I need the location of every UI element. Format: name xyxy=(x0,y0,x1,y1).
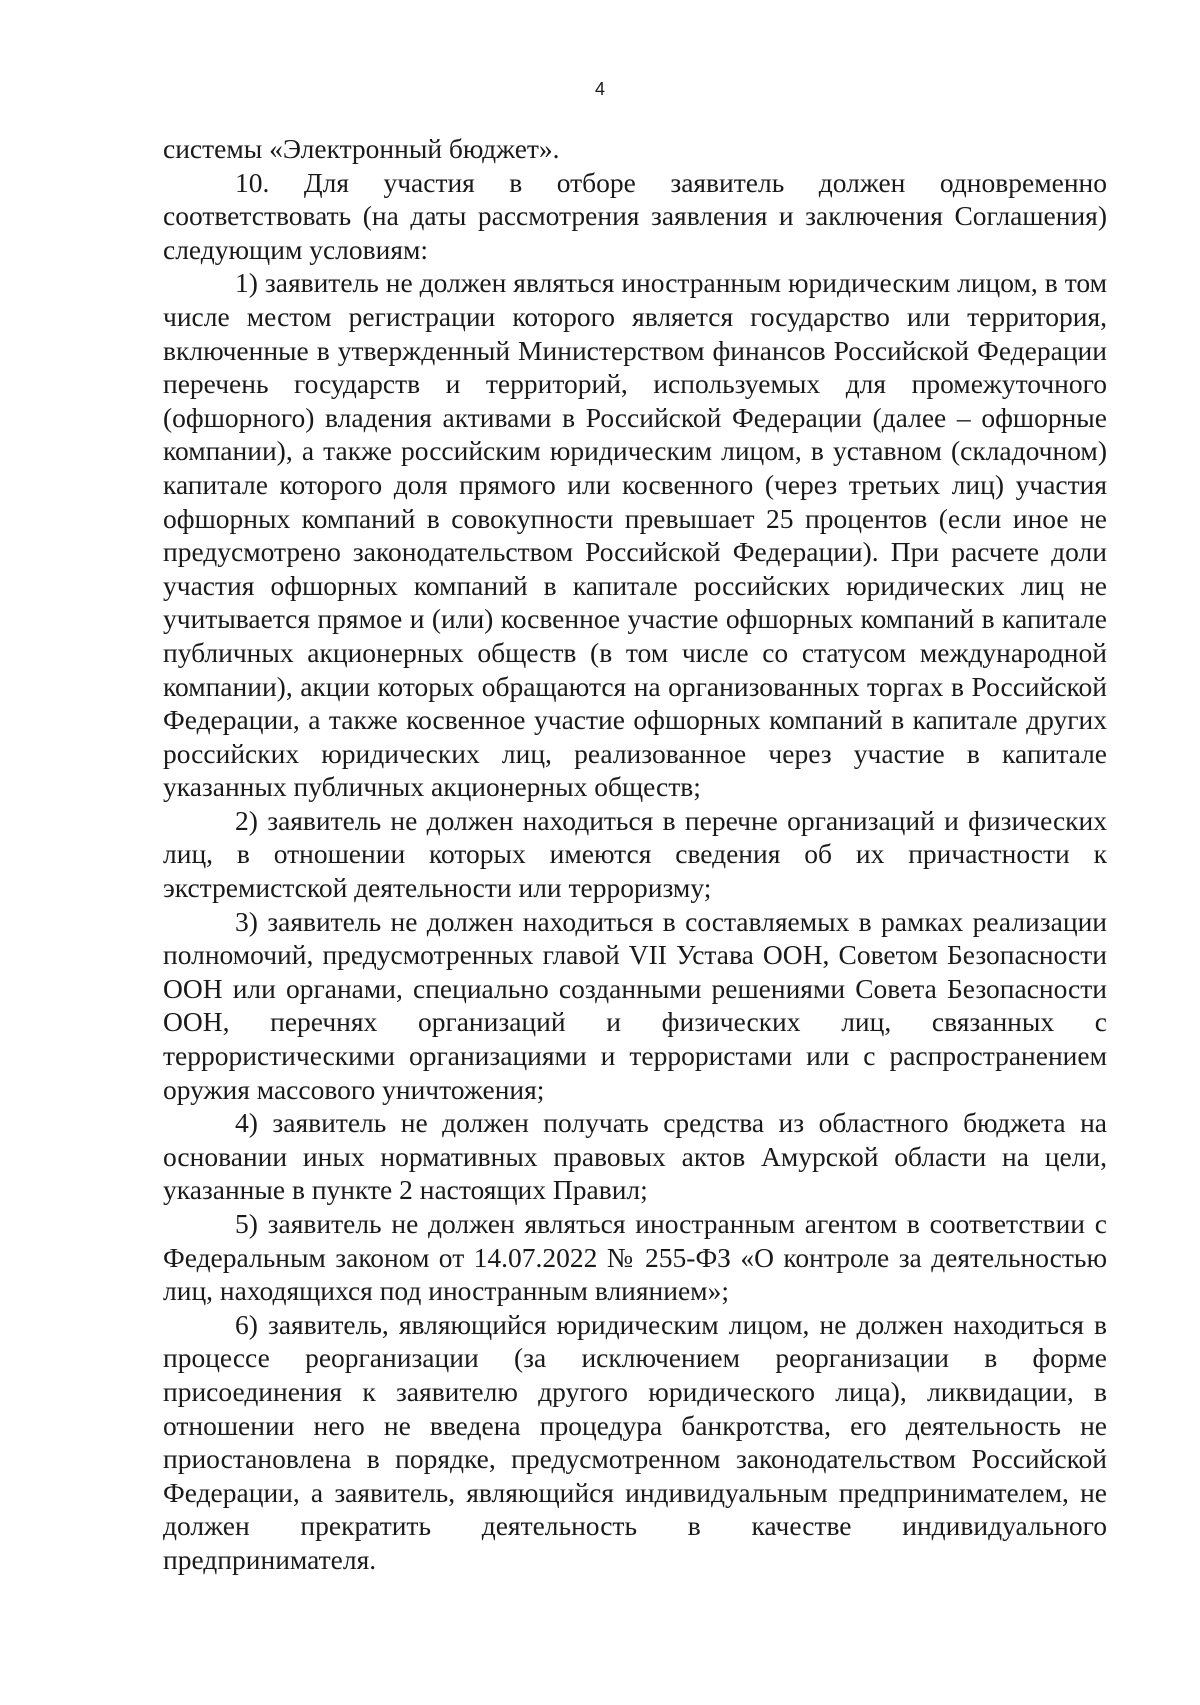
paragraph-condition-2: 2) заявитель не должен находиться в перечне организаций и физических лиц, в отношении которых имеются сведения об их причастности к экстремистской деятельности или терроризму; xyxy=(163,804,1107,904)
paragraph-condition-6: 6) заявитель, являющийся юридическим лицом, не должен находиться в процессе реорганизации (за исключением реорганизации в форме присоединения к заявителю другого юридического лица), ликвидации, в отношении него не введена процедура банкротства, его деятельность не приостановлена в порядке, предусмотренном законодательством Российской Федерации, а заявитель, являющийся индивидуальным предпринимателем, не должен прекратить деятельность в качестве индивидуального предпринимателя. xyxy=(163,1308,1107,1575)
paragraph-condition-1: 1) заявитель не должен являться иностранным юридическим лицом, в том числе местом регистрации которого является государство или территория, включенные в утвержденный Министерством финансов Российской Федерации перечень государств и территорий, используемых для промежуточного (офшорного) владения активами в Российской Федерации (далее – офшорные компании), а также российским юридическим лицом, в уставном (складочном) капитале которого доля прямого или косвенного (через третьих лиц) участия офшорных компаний в совокупности превышает 25 процентов (если иное не предусмотрено законодательством Российской Федерации). При расчете доли участия офшорных компаний в капитале российских юридических лиц не учитывается прямое и (или) косвенное участие офшорных компаний в капитале публичных акционерных обществ (в том числе со статусом международной компании), акции которых обращаются на организованных торгах в Российской Федерации, а также косвенное участие офшорных компаний в капитале других российских юридических лиц, реализованное через участие в капитале указанных публичных акционерных обществ; xyxy=(163,267,1107,803)
paragraph-item-10: 10. Для участия в отборе заявитель должен одновременно соответствовать (на даты рассмотрения заявления и заключения Соглашения) следующим условиям: xyxy=(163,166,1107,265)
page-number: 4 xyxy=(594,79,605,99)
paragraph-condition-4: 4) заявитель не должен получать средства из областного бюджета на основании иных нормативных правовых актов Амурской области на цели, указанные в пункте 2 настоящих Правил; xyxy=(163,1107,1107,1206)
paragraph-condition-3: 3) заявитель не должен находиться в составляемых в рамках реализации полномочий, предусмотренных главой VII Устава ООН, Советом Безопасности ООН или органами, специально созданными решениями Совета Безопасности ООН, перечнях организаций и физических лиц, связанных с террористическими организациями и террористами или с распространением оружия массового уничтожения; xyxy=(163,905,1107,1105)
document-body xyxy=(163,132,1107,1577)
paragraph-condition-5: 5) заявитель не должен являться иностранным агентом в соответствии с Федеральным законом от 14.07.2022 № 255-ФЗ «О контроле за деятельностью лиц, находящихся под иностранным влиянием»; xyxy=(163,1208,1107,1307)
paragraph-continuation: системы «Электронный бюджет». xyxy=(163,133,560,164)
